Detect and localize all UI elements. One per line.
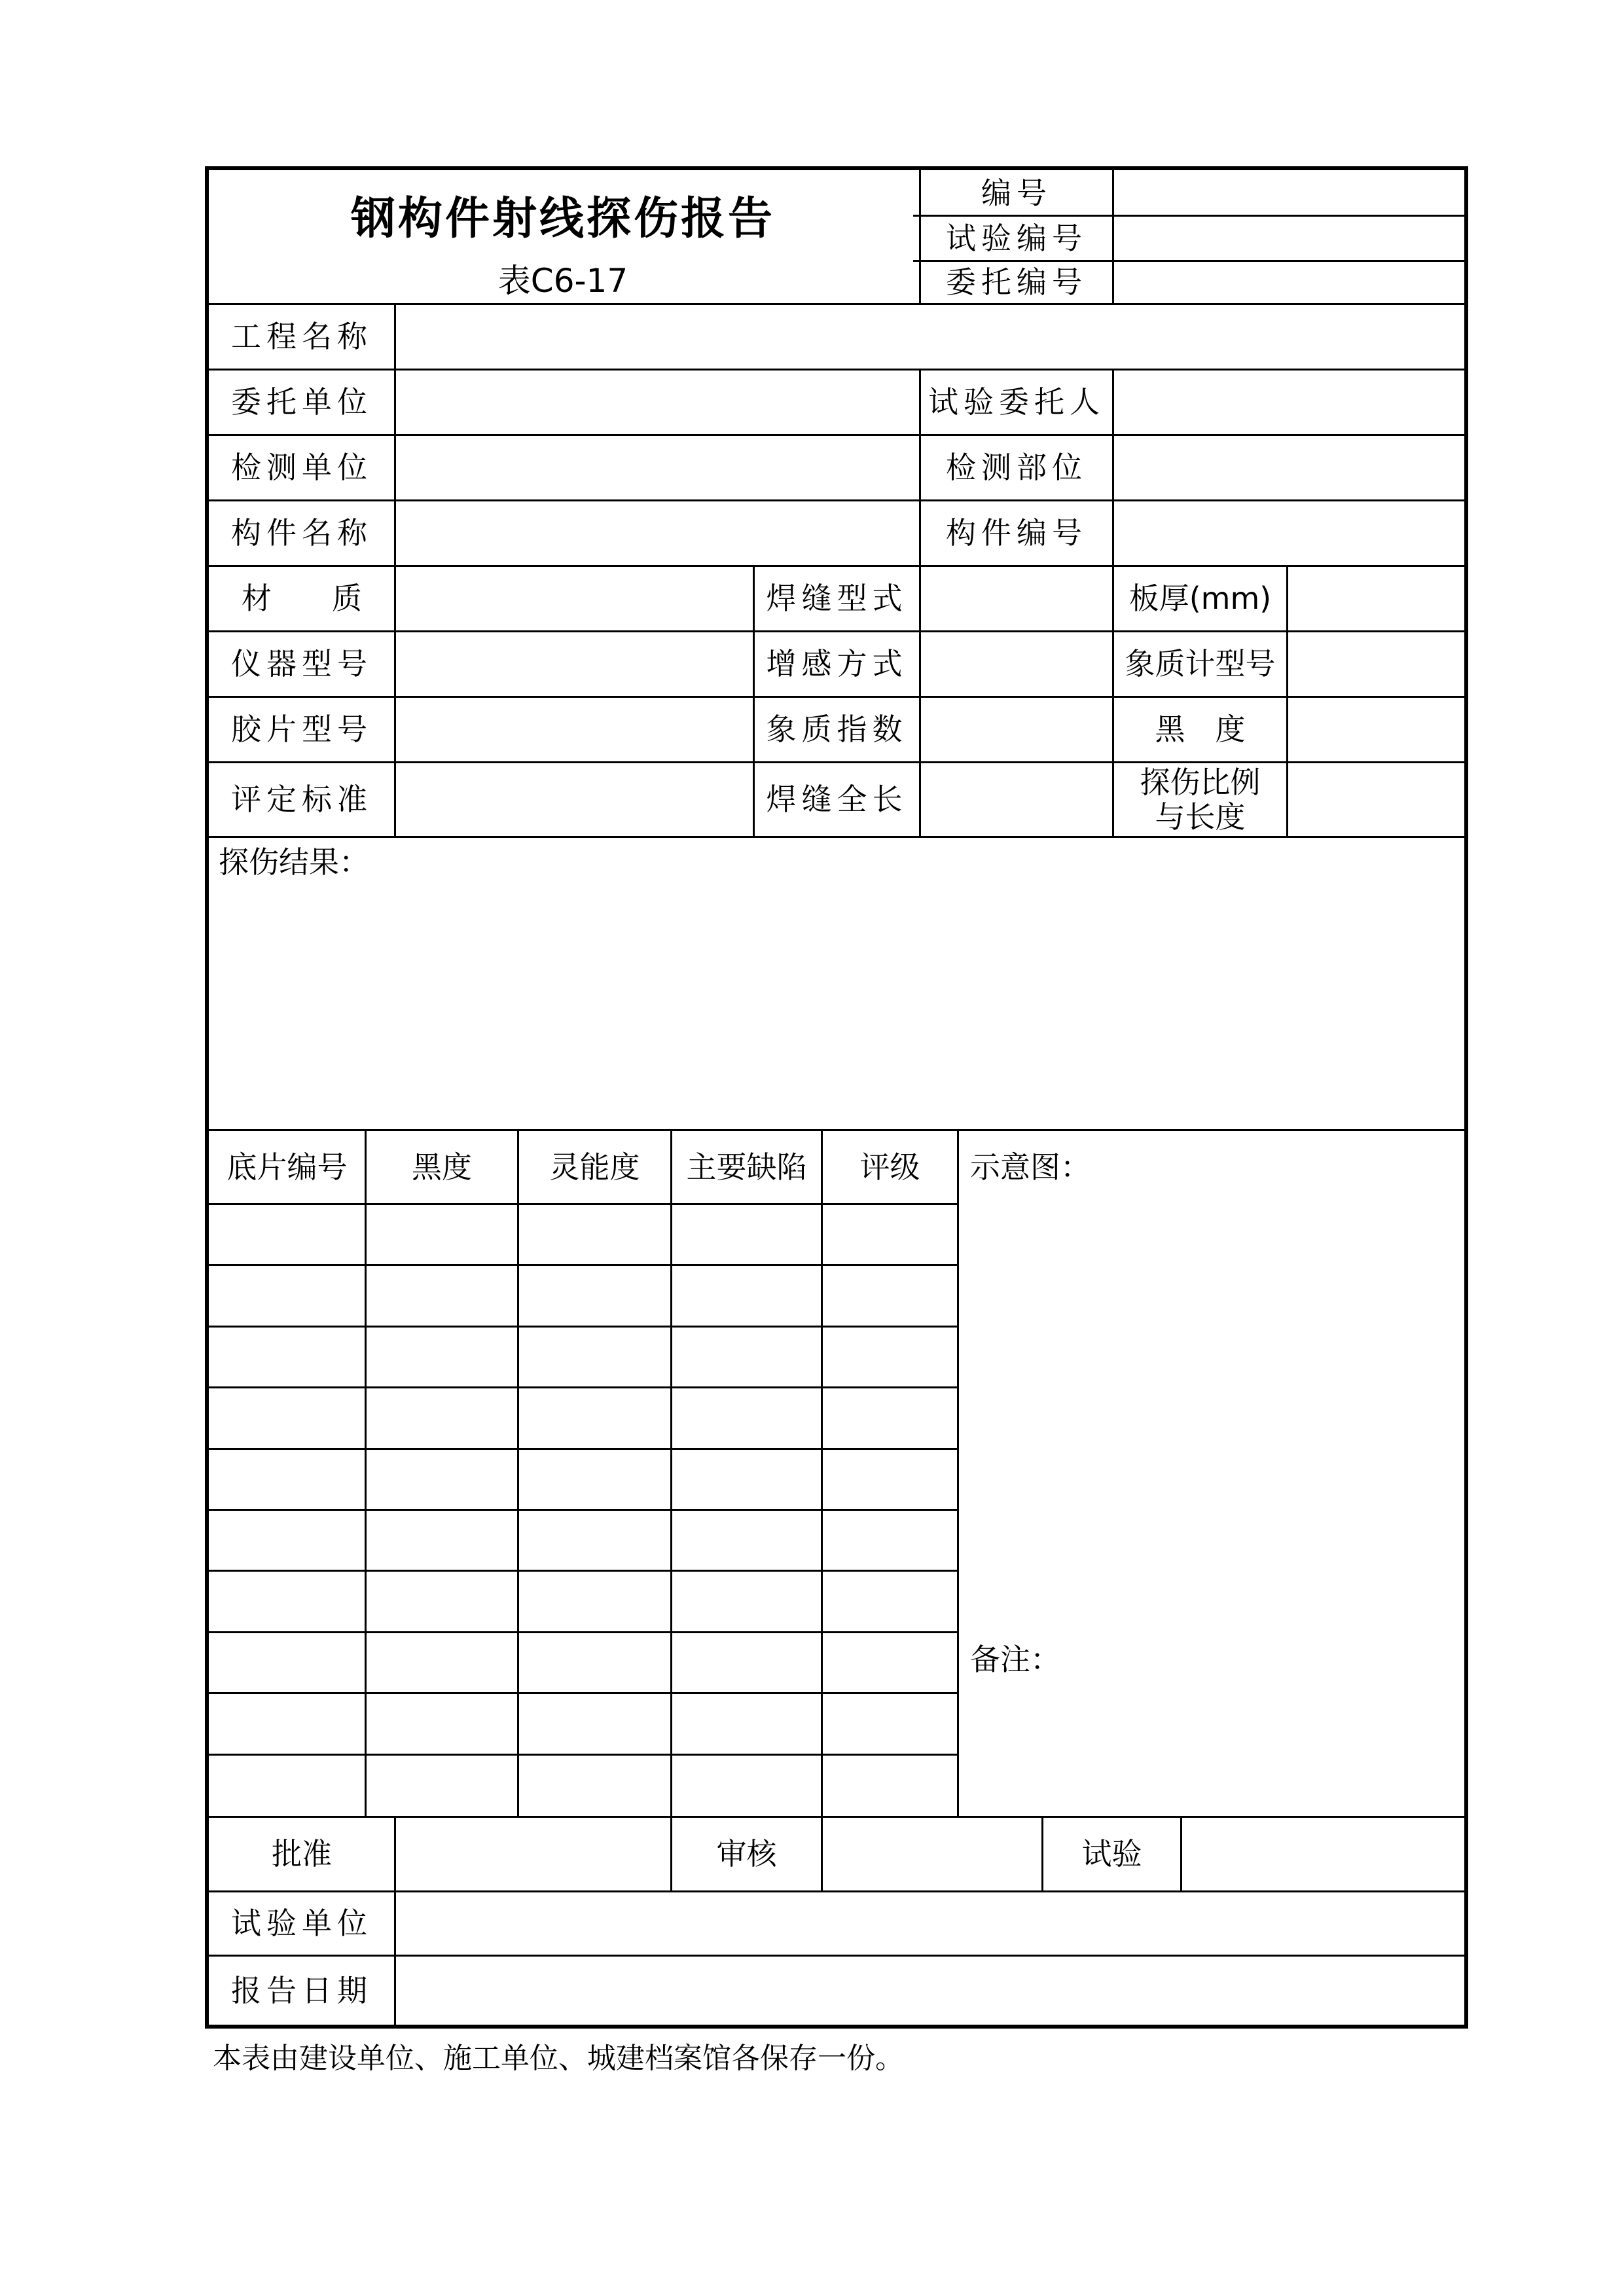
- label-test: 试验: [1081, 1836, 1142, 1872]
- label-instrument-model: 仪器型号: [231, 646, 372, 682]
- film-defect-cell[interactable]: [672, 1633, 821, 1692]
- client-unit-value[interactable]: [396, 370, 919, 434]
- film-number-cell[interactable]: [209, 1756, 365, 1816]
- film-grade-cell[interactable]: [823, 1450, 957, 1509]
- film-model-value[interactable]: [396, 698, 753, 761]
- film-number-cell[interactable]: [209, 1694, 365, 1754]
- label-plate-thickness: 板厚(mm): [1128, 581, 1272, 617]
- film-number-cell[interactable]: [209, 1205, 365, 1264]
- field-label-test-number: 试验编号: [946, 220, 1087, 256]
- film-header-grade: 评级: [859, 1149, 920, 1185]
- film-header-number: 底片编号: [226, 1149, 348, 1185]
- number-value[interactable]: [1114, 172, 1464, 215]
- field-label-commission-number: 委托编号: [946, 264, 1087, 300]
- film-number-cell[interactable]: [209, 1572, 365, 1631]
- label-iqi-index: 象质指数: [766, 712, 908, 748]
- film-defect-cell[interactable]: [672, 1388, 821, 1448]
- film-sensitivity-cell[interactable]: [519, 1266, 670, 1326]
- film-grade-cell[interactable]: [823, 1266, 957, 1326]
- film-header-defect: 主要缺陷: [686, 1149, 807, 1185]
- film-number-cell[interactable]: [209, 1266, 365, 1326]
- film-grade-cell[interactable]: [823, 1328, 957, 1386]
- film-grade-cell[interactable]: [823, 1511, 957, 1570]
- film-sensitivity-cell[interactable]: [519, 1450, 670, 1509]
- plate-thickness-value[interactable]: [1288, 567, 1464, 630]
- film-number-cell[interactable]: [209, 1388, 365, 1448]
- test-unit-value[interactable]: [396, 436, 919, 499]
- test-value[interactable]: [1182, 1818, 1464, 1890]
- film-defect-cell[interactable]: [672, 1205, 821, 1264]
- footnote: 本表由建设单位、施工单位、城建档案馆各保存一份。: [213, 2042, 904, 2075]
- report-date-value[interactable]: [396, 1957, 1464, 2025]
- label-sensitize-method: 增感方式: [766, 646, 908, 682]
- field-label-number: 编号: [981, 175, 1052, 211]
- film-header-sensitivity: 灵能度: [549, 1149, 640, 1185]
- instrument-model-value[interactable]: [396, 632, 753, 696]
- iqi-index-value[interactable]: [921, 698, 1112, 761]
- film-density-cell[interactable]: [367, 1694, 517, 1754]
- label-material: 材 质: [242, 581, 362, 617]
- remarks-label: 备注：: [970, 1641, 1060, 1677]
- film-sensitivity-cell[interactable]: [519, 1511, 670, 1570]
- film-defect-cell[interactable]: [672, 1266, 821, 1326]
- film-grade-cell[interactable]: [823, 1756, 957, 1816]
- film-density-cell[interactable]: [367, 1205, 517, 1264]
- film-defect-cell[interactable]: [672, 1694, 821, 1754]
- film-sensitivity-cell[interactable]: [519, 1205, 670, 1264]
- project-name-value[interactable]: [396, 305, 1464, 369]
- page-title: 钢构件射线探伤报告: [350, 192, 775, 245]
- iqi-model-value[interactable]: [1288, 632, 1464, 696]
- results-area[interactable]: [209, 885, 1464, 1129]
- label-density: 黑 度: [1155, 712, 1246, 748]
- label-weld-type: 焊缝型式: [766, 581, 908, 617]
- signature-test-unit-value[interactable]: [396, 1892, 1464, 1955]
- label-ratio-line2: 与长度: [1155, 799, 1246, 835]
- label-signature-test-unit: 试验单位: [231, 1906, 372, 1942]
- label-criteria: 评定标准: [231, 782, 372, 818]
- film-number-cell[interactable]: [209, 1633, 365, 1692]
- density-value[interactable]: [1288, 698, 1464, 761]
- label-iqi-model: 象质计型号: [1125, 646, 1276, 682]
- ratio-length-value[interactable]: [1288, 763, 1464, 836]
- film-sensitivity-cell[interactable]: [519, 1328, 670, 1386]
- diagram-label: 示意图：: [970, 1149, 1091, 1185]
- member-name-value[interactable]: [396, 501, 919, 565]
- label-member-name: 构件名称: [231, 515, 372, 551]
- rule: [957, 1129, 959, 1816]
- label-project-name: 工程名称: [231, 319, 372, 355]
- film-sensitivity-cell[interactable]: [519, 1694, 670, 1754]
- label-review: 审核: [716, 1836, 777, 1872]
- label-weld-length: 焊缝全长: [766, 782, 908, 818]
- approve-value[interactable]: [396, 1818, 670, 1890]
- film-number-cell[interactable]: [209, 1328, 365, 1386]
- film-defect-cell[interactable]: [672, 1756, 821, 1816]
- client-person-value[interactable]: [1114, 370, 1464, 434]
- film-density-cell[interactable]: [367, 1328, 517, 1386]
- label-test-part: 检测部位: [946, 450, 1087, 486]
- criteria-value[interactable]: [396, 763, 753, 836]
- film-defect-cell[interactable]: [672, 1572, 821, 1631]
- film-defect-cell[interactable]: [672, 1450, 821, 1509]
- diagram-area[interactable]: [961, 1204, 1464, 1623]
- label-ratio-line1: 探伤比例: [1140, 764, 1261, 800]
- film-sensitivity-cell[interactable]: [519, 1388, 670, 1448]
- label-film-model: 胶片型号: [231, 712, 372, 748]
- film-density-cell[interactable]: [367, 1266, 517, 1326]
- label-client-unit: 委托单位: [231, 384, 372, 420]
- results-label: 探伤结果：: [219, 844, 369, 880]
- material-value[interactable]: [396, 567, 753, 630]
- film-number-cell[interactable]: [209, 1511, 365, 1570]
- rule: [205, 836, 1468, 838]
- label-approve: 批准: [272, 1836, 332, 1872]
- member-number-value[interactable]: [1114, 501, 1464, 565]
- commission-number-value[interactable]: [1114, 262, 1464, 303]
- film-density-cell[interactable]: [367, 1450, 517, 1509]
- film-grade-cell[interactable]: [823, 1388, 957, 1448]
- label-client-person: 试验委托人: [928, 384, 1105, 420]
- test-part-value[interactable]: [1114, 436, 1464, 499]
- film-defect-cell[interactable]: [672, 1328, 821, 1386]
- film-density-cell[interactable]: [367, 1572, 517, 1631]
- film-density-cell[interactable]: [367, 1388, 517, 1448]
- label-member-number: 构件编号: [946, 515, 1087, 551]
- film-grade-cell[interactable]: [823, 1694, 957, 1754]
- review-value[interactable]: [823, 1818, 1041, 1890]
- film-header-density: 黑度: [412, 1149, 472, 1185]
- film-number-cell[interactable]: [209, 1450, 365, 1509]
- label-report-date: 报告日期: [231, 1972, 372, 2008]
- film-grade-cell[interactable]: [823, 1205, 957, 1264]
- film-grade-cell[interactable]: [823, 1572, 957, 1631]
- form-code: 表C6-17: [497, 262, 628, 300]
- film-sensitivity-cell[interactable]: [519, 1633, 670, 1692]
- weld-length-value[interactable]: [921, 763, 1112, 836]
- film-density-cell[interactable]: [367, 1511, 517, 1570]
- film-density-cell[interactable]: [367, 1633, 517, 1692]
- film-grade-cell[interactable]: [823, 1633, 957, 1692]
- film-defect-cell[interactable]: [672, 1511, 821, 1570]
- weld-type-value[interactable]: [921, 567, 1112, 630]
- test-number-value[interactable]: [1114, 217, 1464, 260]
- film-density-cell[interactable]: [367, 1756, 517, 1816]
- label-test-unit: 检测单位: [231, 450, 372, 486]
- sensitize-method-value[interactable]: [921, 632, 1112, 696]
- film-sensitivity-cell[interactable]: [519, 1756, 670, 1816]
- film-sensitivity-cell[interactable]: [519, 1572, 670, 1631]
- label-ratio-length: [1114, 763, 1286, 836]
